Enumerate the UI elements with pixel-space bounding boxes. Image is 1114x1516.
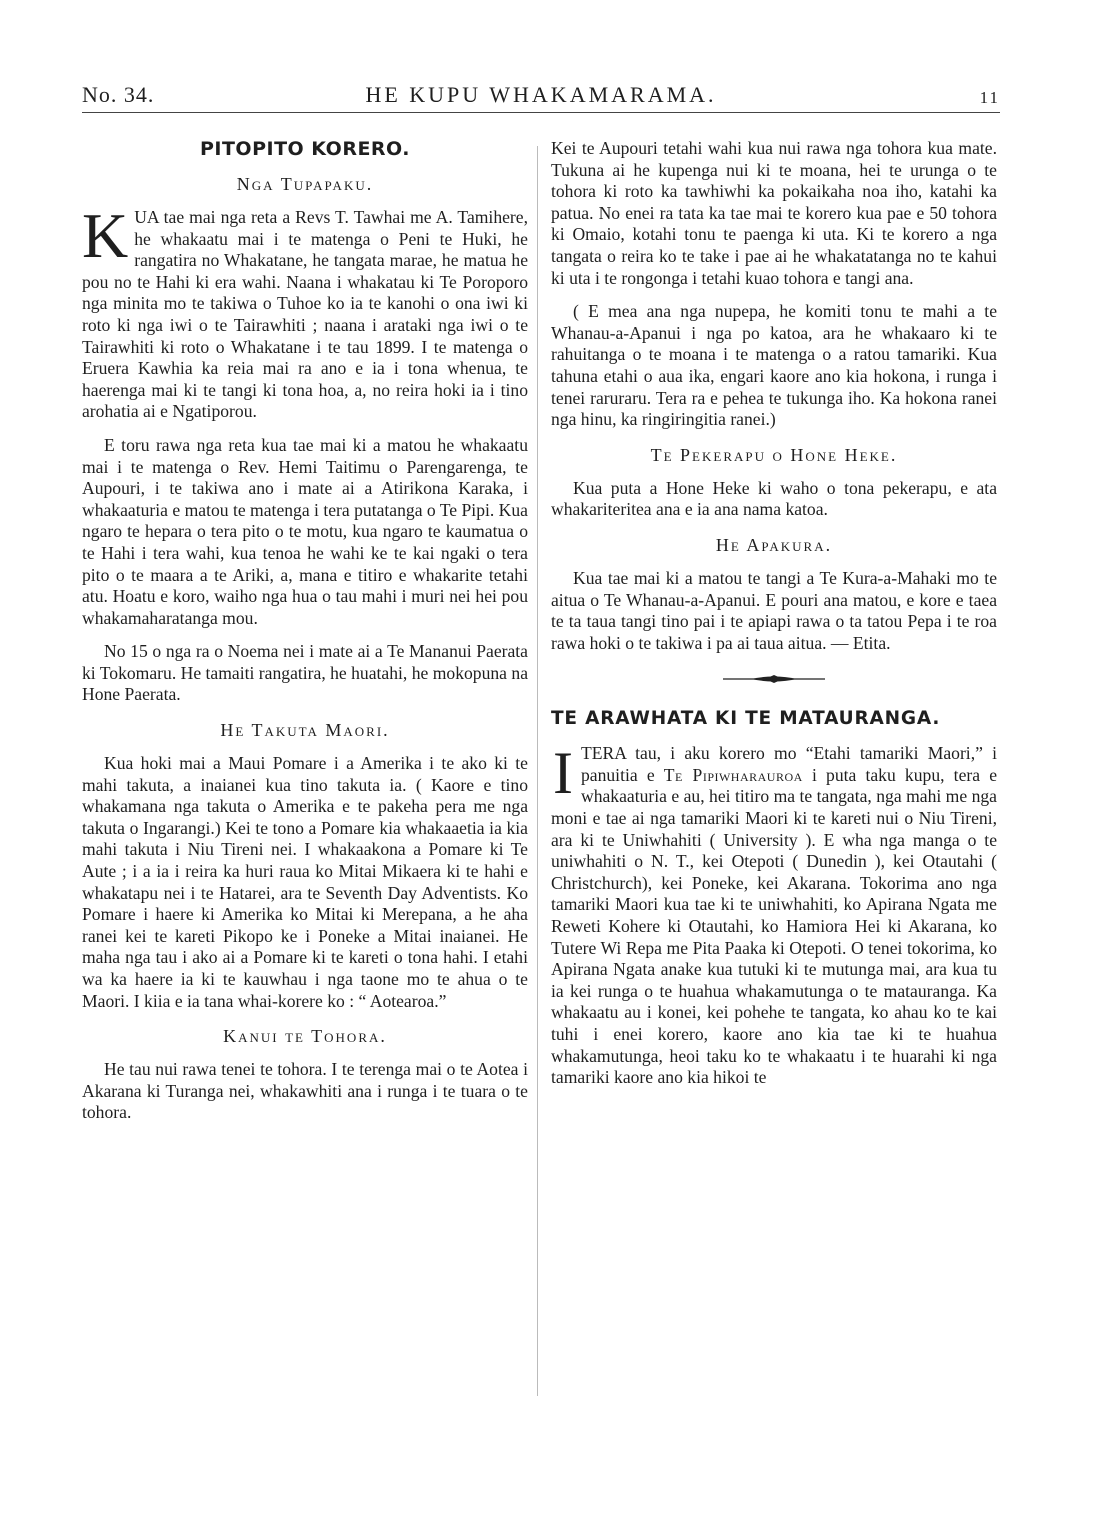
paragraph: Kua puta a Hone Heke ki waho o tona pekerapu, e ata whakariteritea ana e ia ana nama katoa. [551,477,997,520]
subheading-he-takuta-maori: He Takuta Maori. [220,720,390,741]
subheading-te-pekerapu: Te Pekerapu o Hone Heke. [650,444,898,465]
subheading-he-apakura: He Apakura. [715,534,833,555]
paragraph-text: UA tae mai nga reta a Revs T. Tawhai me A. Tamihere, he whakaatu mai i te matenga o Peni te Huki, he rangatira no Whakatane, he tangata marae, he matua he pou no te Hahi ki era wahi. Naana i whakatau ki Te Poroporo nga minita mo te takiwa o Tuhoe ko ia te kanohi o ona iwi ki roto ki nga iwi o te Tairawhiti ; naana i arataki nga iwi o te Tairawhiti ki roto o Whakatane i te tau 1899. I te matenga o Eruera Kawhia ka reia mai ra ano e ia i tona whenua, te haerenga mai ki te tangi ki tona hoa, a, no reira hoki ia i tino arohatia ai e Ngatiporou. [82,207,528,422]
paragraph: No 15 o nga ra o Noema nei i mate ai a Te Mananui Paerata ki Tokomaru. He tamaiti rangatira, he huatahi, he mokopuna na Hone Paerata. [82,641,528,705]
paragraph: Kua hoki mai a Maui Pomare i a Amerika i te ako ki te mahi takuta, a inaianei kua tino takuta ia. ( Kaore e tino whakamana nga takuta o Amerika e te pakeha pera me nga takuta o Ingarangi.) Kei te tono a Pomare kia whakaaetia ia kia mahi takuta i Niu Tireni nei. I whakaakona a Pomare ki Te Aute ; i a ia i reira ka huri raua ko Mitai Mikaera ki te hahi e whakatapu nei i te Hatarei, ara te Seventh Day Adventists. Ko Pomare i haere ki Amerika ko Mitai ki Merepana, a he aha ranei kei te kareti Pikopo ke i Poneke a Mitai inaianei. He maha nga tau i ako ai a Pomare ki te kareti o tona hahi. I etahi wa ka haere ia ki te kauwhau i nga taone mo te ahua o te Maori. I kiia e ia tana whai-korere ko : “ Aotearoa.” [82,753,528,1011]
right-column [551,138,997,1101]
paragraph-lead: TERA tau, i aku korero mo “Etahi tamariki Maori,” i panuitia e [580,743,997,785]
paragraph: E toru rawa nga reta kua tae mai ki a matou he whakaatu mai i te matenga o Rev. Hemi Taitimu o Parengarenga, te Aupouri, i te takiwa ano i mate ai a Atirikona Karaka, i whakaaturia e matou te matenga i tera putatanga o Te Pipi. Kua ngaro te hepara o tera pito o te motu, kua ngaro te kaumatua o te Hahi i tera wahi, kua tenoa he wahi ke te kai ngaki o tera pito o te maara a te Ariki, a, mana e titiro e whakarite tetahi atu. Hoatu e koro, waiho nga hua o tau mahi i muri nei hei pou whakamaharatanga mou. [82,434,528,628]
section-title-te-arawhata: TE ARAWHATA KI TE MATAURANGA. [551,708,941,730]
issue-number: No. 34. [82,82,155,107]
subheading-nga-tupapaku: Nga Tupapaku. [236,174,374,194]
left-column [82,138,528,1136]
subheading-kanui-te-tohora: Kanui te Tohora. [223,1026,387,1047]
page-header [82,82,1000,116]
column-divider [537,146,538,1396]
paragraph: ( E mea ana nga nupepa, he komiti tonu te mahi a te Whanau-a-Apanui i nga po katoa, ara he whakaaro ki te rahuitanga o te moana i te matenga o a ratou tamariki. Kua tahuna etahi o aua ika, engari kaore ano kia hokona, i runga i tenei raruraru. Tera ra e pehea te tukunga iho. Ka hokona ranei nga hinu, ka ringiringitia ranei.) [551,301,997,430]
paragraph: Kua tae mai ki a matou te tangi a Te Kura-a-Mahaki mo te aitua o Te Whanau-a-Apanui. E pouri ana matou, e kore e taea te ta taua tangi tino pai i te apiapi rawa o ta tatou Pepa i te roa rawa hoki o te takiwa i pa ai taua aitua. — Etita. [551,567,997,653]
drop-cap-i: I [553,740,573,807]
header-rule [82,112,1000,113]
paragraph: Kei te Aupouri tetahi wahi kua nui rawa nga tohora kua mate. Tukuna ai he kupenga nui ki te moana, hei te urunga o te tohora ki roto ka tawhiwhi ka pokaikaha noa iho, katahi ka patua. No enei ra tata ka tae mai te korero kua pae e 50 tohora ki Omaio, kotahi tonu te paenga ki uta. Ki te korero a nga tangata o reira ko te take i pae ai he whakatatanga no te kahui ki uta i te rongonga i tetahi kuao tohora e tangi ana. [551,138,997,288]
drop-cap-k: K [82,200,129,271]
publication-title: HE KUPU WHAKAMARAMA. [365,82,717,107]
ornament-divider [551,668,997,690]
paragraph [551,740,998,1089]
paragraph [82,200,528,423]
paragraph: He tau nui rawa tenei te tohora. I te terenga mai o te Aotea i Akarana ki Turanga nei, whakawhiti ana i runga i te tuara o te tohora. [82,1059,528,1123]
page-number: 11 [979,88,1000,107]
publication-name: Te Pipiwharauroa [663,764,803,785]
section-title-pitopito: PITOPITO KORERO. [199,138,411,160]
paragraph-text: i puta taku kupu, tera e whakaaturia e au, hei titiro ma te tangata, nga mahi me nga moni e tae ai nga tamariki Maori ki te kareti nui o Niu Tireni, ara ki te Uniwhahiti ( University ). E wha nga manga o te uniwhahiti o N. T., kei Otepoti ( Dunedin ), kei Otautahi ( Christchurch), kei Poneke, kei Akarana. Tokorima ano nga tamariki Maori kua tae ki te uniwhahiti, ko Apirana Ngata me Reweti Kohere ki Otautahi, ko Hamiora Hei ki Akarana, ko Tutere Wi Repa me Pita Paaka ki Otepoti. O tenei tokorima, ko Apirana Ngata anake kua tutuki ki te mutunga mai, ara kua tu ia kei runga o te huahua whakamutunga o te matauranga. Ka whakaatu au i konei, kei pohehe te tangata, ko ahau ko te kai tuhi i enei korero, kaore ano kia tae ki te huahua whakamutunga, heoi taku ko te whakaatu i te huarahi ki nga tamariki kaore ano kia hikoi te [551,764,998,1088]
